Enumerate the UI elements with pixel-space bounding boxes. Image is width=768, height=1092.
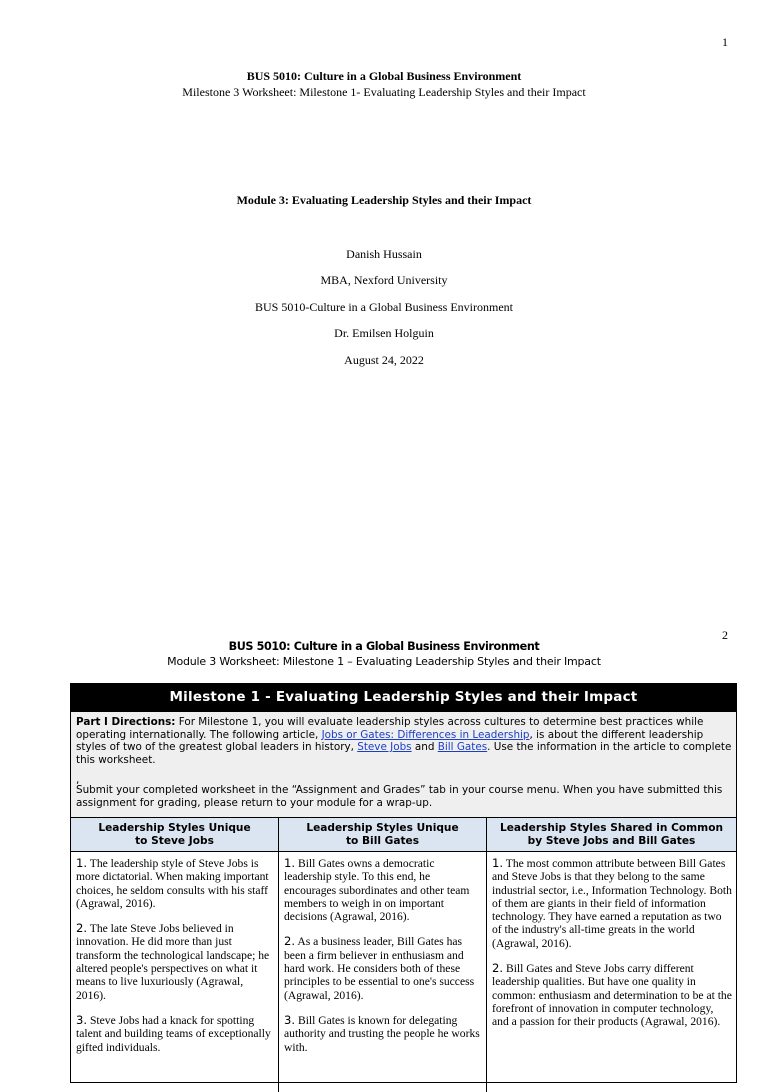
header-title: BUS 5010: Culture in a Global Business Environment [228,640,540,653]
column-header-shared: Leadership Styles Shared in Common by Steve Jobs and Bill Gates [499,822,724,847]
stray-mark: , [76,774,80,787]
list-item: 1. The most common attribute between Bill Gates and Steve Jobs is that they belong to the same industrial sector, i.e., Information Technology. Both of them are giants in their field of information technology. They have earned a reputation as two of the industry's all-time greats in the world (Agrawal, 2016). [492,856,732,950]
column-header-gates: Leadership Styles Unique to Bill Gates [279,818,487,851]
submit-instructions: Submit your completed worksheet in the “Assignment and Grades” tab in your course menu. When you have submitted this assignment for grading, please return to your module for a wrap-up. [76,784,723,809]
directions-label: Part I Directions: [76,716,176,728]
header-subtitle: Module 3 Worksheet: Milestone 1 – Evaluating Leadership Styles and their Impact [167,655,601,668]
list-item: 1. Bill Gates owns a democratic leadership style. To this end, he encourages subordinates and other team members to weigh in on important decisions (Agrawal, 2016). [284,856,470,924]
directions-block [71,711,736,818]
instructor-name: Dr. Emilsen Holguin [334,326,434,340]
article-link[interactable]: Jobs or Gates: Differences in Leadership [321,728,530,741]
author-name: Danish Hussain [346,247,422,261]
submission-date: August 24, 2022 [344,353,424,367]
directions-paragraph: Part I Directions: For Milestone 1, you will evaluate leadership styles across cultures to determine best practices while operating internationally. The following article, Jobs or Gates: Differences in Leadership, is about the different leadership styles of two of the greatest global leaders in history, Steve Jobs and Bill Gates. Use the information in the article to complete this worksheet. [76,716,732,766]
header-subtitle: Milestone 3 Worksheet: Milestone 1- Evaluating Leadership Styles and their Impact [182,85,586,99]
list-item: 3. Bill Gates is known for delegating authority and trusting the people he works with. [284,1012,480,1054]
column-header-jobs: Leadership Styles Unique to Steve Jobs [71,818,279,851]
table-banner: Milestone 1 - Evaluating Leadership Styles and their Impact [71,684,736,711]
bill-gates-link[interactable]: Bill Gates [437,741,488,754]
module-title: Module 3: Evaluating Leadership Styles and their Impact [236,193,532,207]
cell-shared[interactable] [487,852,736,1092]
list-item: 2. Bill Gates and Steve Jobs carry different leadership qualities. But have one quality in common: enthusiasm and determination to be at the forefront of innovation in computer technology, and a passion for their products (Agrawal, 2016). [492,961,732,1029]
page-number: 2 [722,628,728,642]
list-item: 3. Steve Jobs had a knack for spotting talent and building teams of exceptionally gifted individuals. [76,1012,271,1054]
course-name: BUS 5010-Culture in a Global Business Environment [255,300,513,314]
institution: MBA, Nexford University [320,273,448,287]
content-row [71,852,736,1092]
steve-jobs-link[interactable]: Steve Jobs [357,741,412,754]
list-item: 2. The late Steve Jobs believed in innovation. He did more than just transform the technological landscape; he altered people's perspectives on what it means to live luxuriously (Agrawal, 2016). [76,921,270,1002]
column-header-row [71,818,736,852]
cell-gates[interactable] [279,852,487,1092]
worksheet-table [70,683,737,1083]
cell-jobs[interactable] [71,852,279,1092]
list-item: 1. The leadership style of Steve Jobs is more dictatorial. When making important choices, he seldom consults with his staff (Agrawal, 2016). [76,856,269,910]
list-item: 2. As a business leader, Bill Gates has been a firm believer in enthusiasm and hard work. He considers both of these principles to be essential to one's success (Agrawal, 2016). [284,934,475,1002]
header-title: BUS 5010: Culture in a Global Business Environment [246,69,522,83]
page-number: 1 [722,35,728,49]
